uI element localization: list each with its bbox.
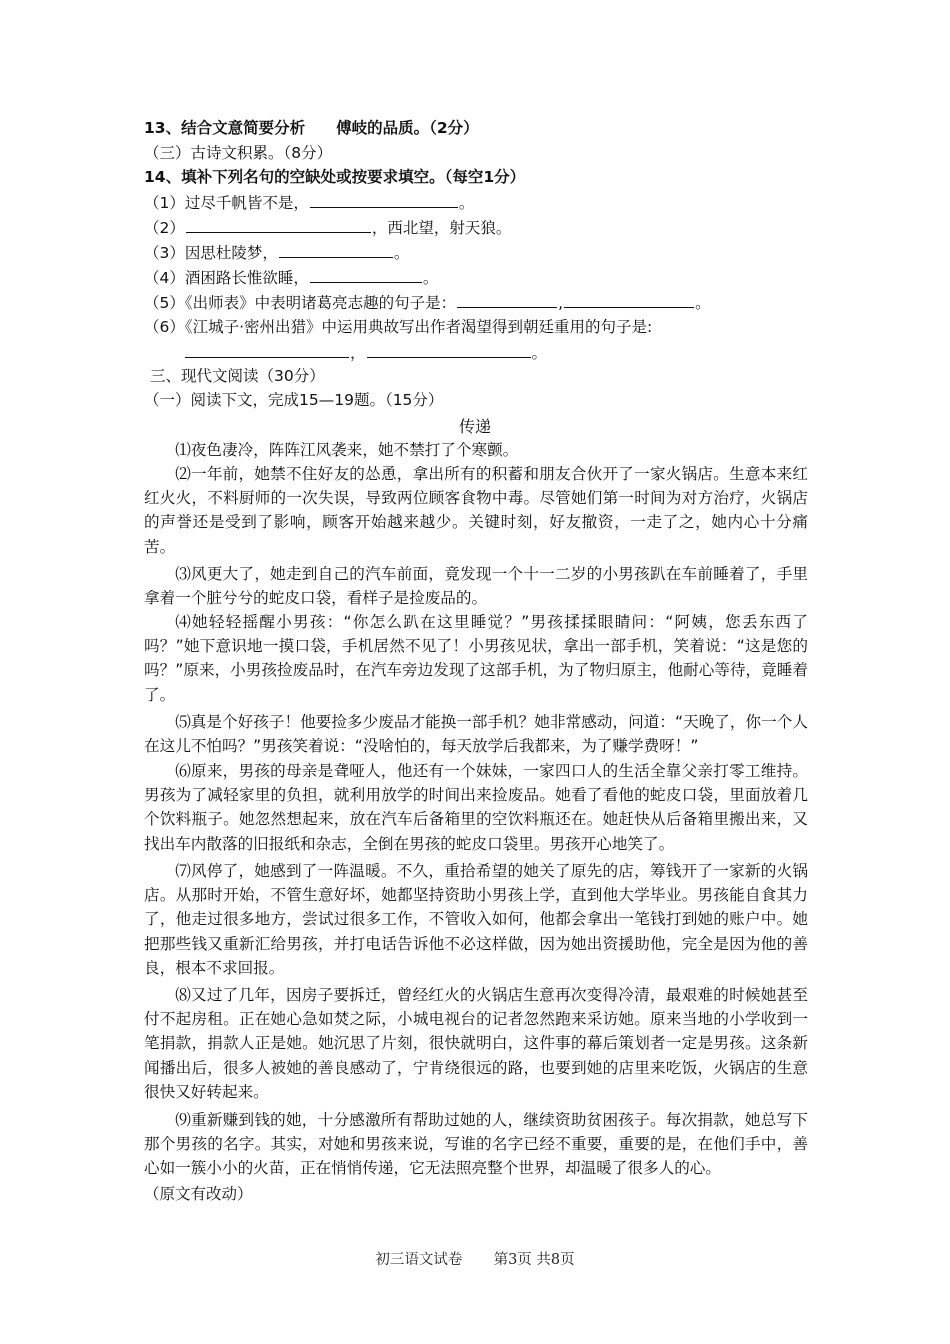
q14-item-6-end: 。 [531, 344, 548, 362]
q14-item-4 [144, 267, 438, 288]
q14-item-1-text: （1）过尽千帆皆不是， [144, 194, 309, 212]
footer-exam-name: 初三语文试卷 [375, 1252, 463, 1268]
q14-item-1-end: 。 [458, 194, 475, 212]
passage-paragraph-3: ⑶风更大了，她走到自己的汽车前面，竟发现一个十一二岁的小男孩趴在车前睡着了，手里拿着一个脏兮兮的蛇皮口袋，看样子是捡废品的。 [144, 565, 808, 608]
passage-paragraph-5: ⑸真是个好孩子！他要捡多少废品才能换一部手机？她非常感动，问道：“天晚了，你一个人在这儿不怕吗？”男孩笑着说：“没啥怕的，每天放学后我都来，为了赚学费呀！” [144, 713, 808, 756]
passage-paragraph-4: ⑷她轻轻摇醒小男孩：“你怎么趴在这里睡觉？”男孩揉揉眼睛问：“阿姨，您丢东西了吗？”她下意识地一摸口袋，手机居然不见了！小男孩见状，拿出一部手机，笑着说：“这是您的吗？”原来，小男孩捡废品时，在汽车旁边发现了这部手机，为了物归原主，他耐心等待，竟睡着了。 [144, 613, 808, 704]
answer-blank[interactable] [457, 292, 557, 308]
answer-blank[interactable] [186, 217, 371, 233]
passage-paragraph-8: ⑻又过了几年，因房子要拆迁，曾经红火的火锅店生意再次变得冷清，最艰难的时候她甚至付不起房租。正在她心急如焚之际，小城电视台的记者忽然跑来采访她。原来当地的小学收到一笔捐款，捐款人正是她。她沉思了片刻，很快就明白，这件事的幕后策划者一定是男孩。这条新闻播出后，很多人被她的善良感动了，宁肯绕很远的路，也要到她的店里来吃饭，火锅店的生意很快又好转起来。 [144, 986, 808, 1101]
q14-item-4-end: 。 [422, 269, 439, 287]
q14-item-5 [144, 292, 711, 313]
q14-item-6: （6）《江城子·密州出猎》中运用典故写出作者渴望得到朝廷重用的句子是: [144, 318, 653, 336]
q14-item-2-end: ，西北望，射天狼。 [371, 219, 512, 237]
page-footer [0, 1248, 950, 1269]
passage-paragraph-2: ⑵一年前，她禁不住好友的怂恿，拿出所有的积蓄和朋友合伙开了一家火锅店。生意本来红红火火，不料厨师的一次失误，导致两位顾客食物中毒。尽管她们第一时间为对方治疗，火锅店的声誉还是受到了影响，顾客开始越来越少。关键时刻，好友撤资，一走了之，她内心十分痛苦。 [144, 465, 808, 556]
answer-blank[interactable] [185, 342, 349, 358]
q14-item-6-sep: ， [350, 344, 366, 362]
q14-item-5-end: 。 [695, 294, 711, 312]
q14-item-6-blanks [184, 342, 547, 363]
q14-item-3 [144, 242, 409, 263]
passage-paragraph-6: ⑹原来，男孩的母亲是聋哑人，他还有一个妹妹，一家四口人的生活全靠父亲打零工维持。男孩为了减轻家里的负担，就利用放学的时间出来捡废品。她看了看他的蛇皮口袋，里面放着几个饮料瓶子。她忽然想起来，放在汽车后备箱里的空饮料瓶还在。她赶快从后备箱里搬出来，又找出车内散落的旧报纸和杂志，全倒在男孩的蛇皮口袋里。男孩开心地笑了。 [144, 762, 808, 853]
answer-blank[interactable] [367, 342, 531, 358]
q14-item-5-sep: , [558, 294, 564, 312]
part-3-heading: 三、现代文阅读（30分） [150, 367, 325, 385]
q14-item-5-text: （5）《出师表》中表明诸葛亮志趣的句子是： [144, 294, 457, 312]
q14-item-3-text: （3）因思杜陵梦， [144, 244, 278, 262]
question-13: 13、结合文意简要分析 傅岐的品质。（2分） [144, 119, 479, 137]
answer-blank[interactable] [279, 242, 393, 258]
q14-item-2 [144, 217, 511, 238]
answer-blank[interactable] [564, 292, 694, 308]
q14-item-4-text: （4）酒困路长惟欲睡， [144, 269, 309, 287]
q14-item-3-end: 。 [393, 244, 410, 262]
q14-item-1 [144, 192, 474, 213]
passage-title: 传递 [458, 417, 491, 436]
answer-blank[interactable] [310, 192, 458, 208]
passage-paragraph-7: ⑺风停了，她感到了一阵温暖。不久，重拾希望的她关了原先的店，筹钱开了一家新的火锅店。从那时开始，不管生意好坏，她都坚持资助小男孩上学，直到他大学毕业。男孩能自食其力了，他走过很多地方，尝试过很多工作，不管收入如何，他都会拿出一笔钱打到她的账户中。她把那些钱又重新汇给男孩，并打电话告诉他不必这样做，因为她出资援助他，完全是因为他的善良，根本不求回报。 [144, 862, 808, 977]
adaptation-note: （原文有改动） [144, 1185, 253, 1203]
passage-paragraph-9: ⑼重新赚到钱的她，十分感激所有帮助过她的人，继续资助贫困孩子。每次捐款，她总写下那个男孩的名字。其实，对她和男孩来说，写谁的名字已经不重要，重要的是，在他们手中，善心如一簇小小的火苗，正在悄悄传递，它无法照亮整个世界，却温暖了很多人的心。 [144, 1111, 808, 1178]
section-3-heading: （三）古诗文积累。（8分） [144, 144, 333, 162]
q14-item-2-text: （2） [144, 219, 185, 237]
reading-1-instruction: （一）阅读下文，完成15—19题。（15分） [144, 391, 444, 409]
footer-page-number: 第3页 共8页 [493, 1252, 575, 1268]
question-14-stem: 14、填补下列名句的空缺处或按要求填空。（每空1分） [144, 168, 526, 186]
passage-paragraph-1: ⑴夜色凄冷，阵阵江风袭来，她不禁打了个寒颤。 [175, 441, 519, 459]
answer-blank[interactable] [310, 267, 422, 283]
